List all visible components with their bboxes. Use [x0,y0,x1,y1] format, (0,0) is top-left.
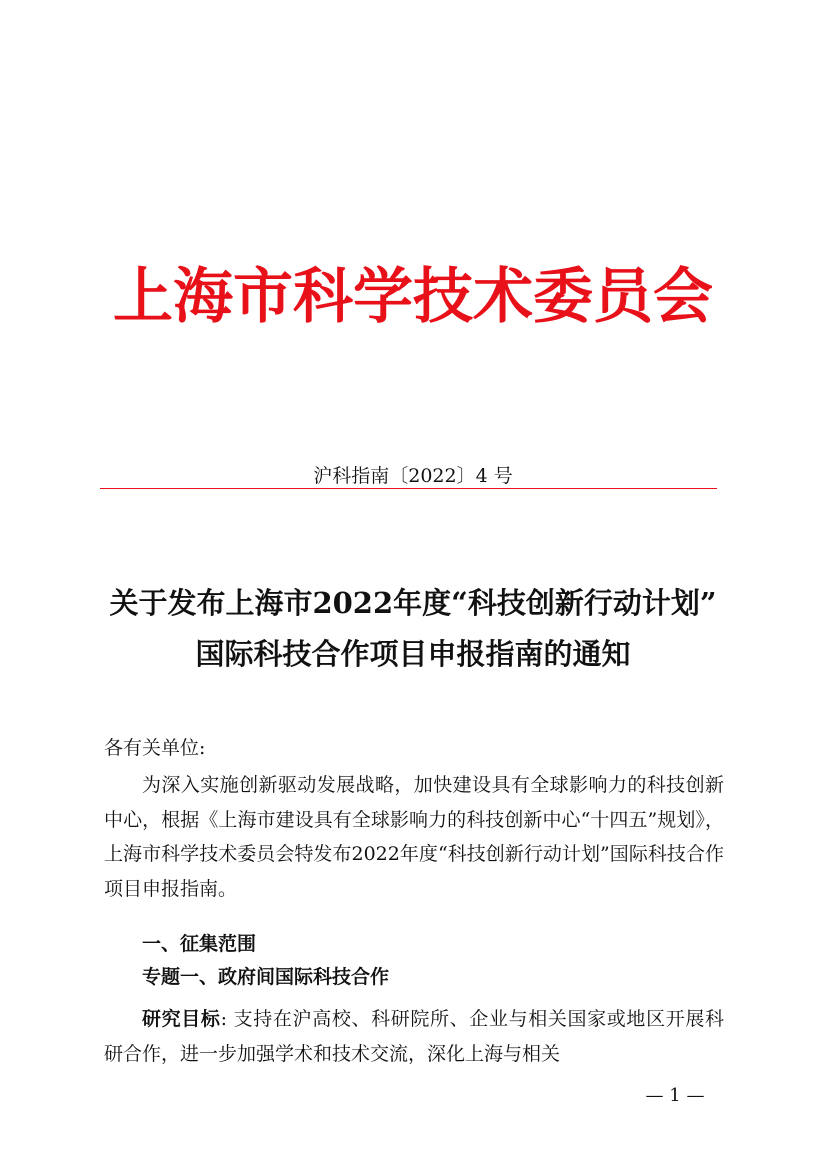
issuing-organization-header: 上海市科学技术委员会 [113,262,713,332]
red-divider-line [100,488,717,489]
topic-heading-intergovernmental: 专题一、政府间国际科技合作 [142,966,390,988]
research-goal-paragraph [104,1002,724,1071]
research-goal-text: : 支持在沪高校、科研院所、企业与相关国家或地区开展科研合作，进一步加强学术和技术交流，深化上海与相关 [104,1008,724,1065]
document-number: 沪科指南〔2022〕4 号 [313,465,513,487]
document-title-line-2: 国际科技合作项目申报指南的通知 [195,637,631,671]
page-number: — 1 — [645,1085,705,1106]
salutation: 各有关单位: [104,737,206,759]
intro-paragraph: 为深入实施创新驱动发展战略，加快建设具有全球影响力的科技创新中心，根据《上海市建设具有全球影响力的科技创新中心“十四五”规划》，上海市科学技术委员会特发布2022年度“科技创新行动计划”国际科技合作项目申报指南。 [104,774,724,900]
research-goal-label: 研究目标 [142,1008,221,1030]
section-heading-scope: 一、征集范围 [142,933,257,955]
document-title-line-1: 关于发布上海市2022年度“科技创新行动计划” [109,586,717,620]
